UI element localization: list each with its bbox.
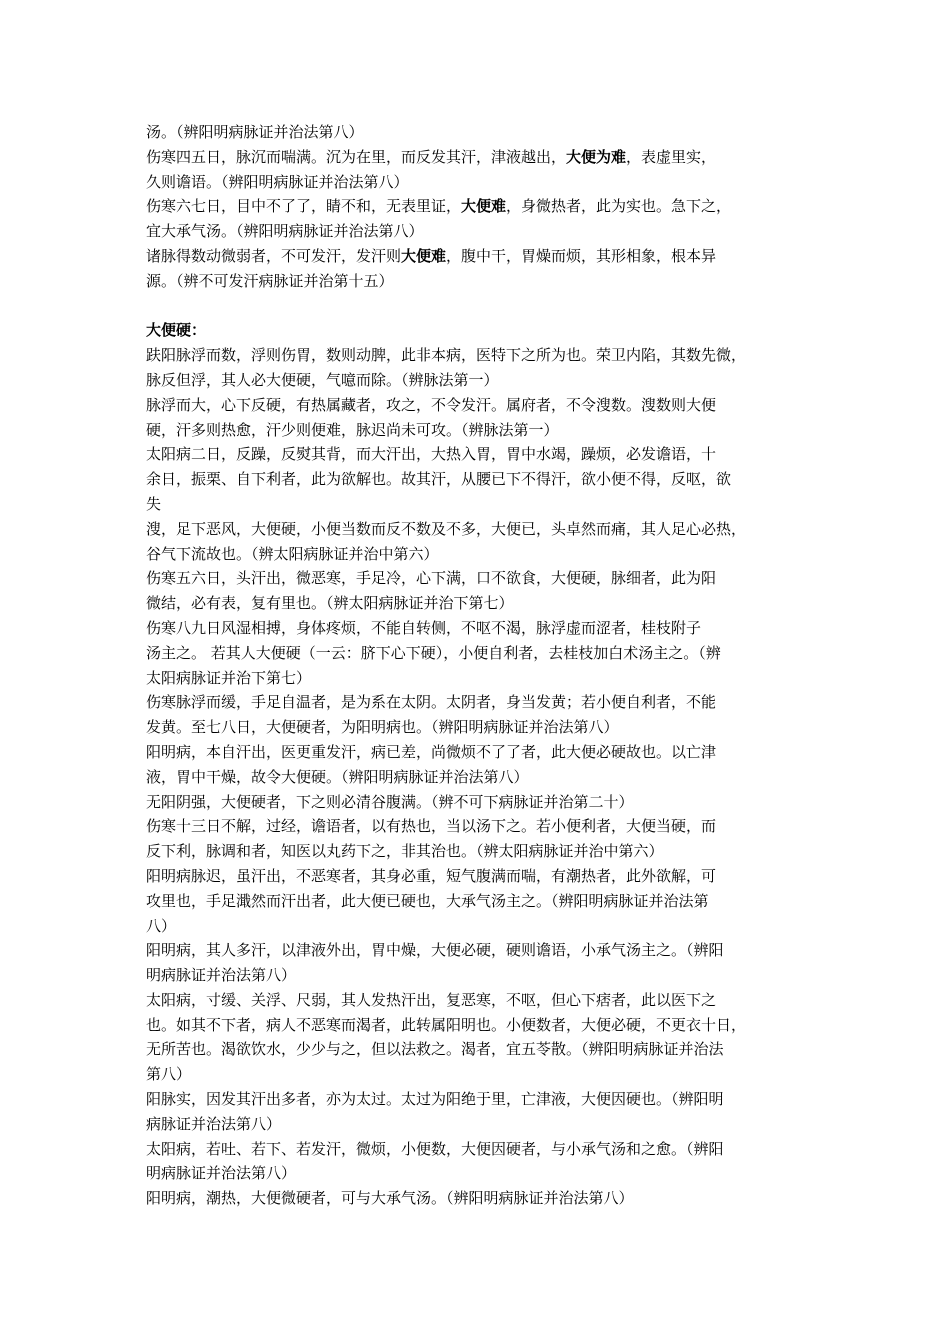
text-line: 反下利，脉调和者，知医以丸药下之，非其治也。（辨太阳病脉证并治中第六） [146,842,664,861]
text-line: 太阳病脉证并治下第七） [146,668,312,687]
text-line: 伤寒六七日，目中不了了，睛不和，无表里证，大便难，身微热者，此为实也。急下之， [146,197,732,216]
text-line: 伤寒脉浮而缓，手足自温者，是为系在太阴。太阴者，身当发黄；若小便自利者，不能 [146,693,717,712]
text-line: 无所苦也。渴欲饮水，少少与之，但以法救之。渴者，宜五苓散。（辨阳明病脉证并治法 [146,1040,724,1059]
text-line: 攻里也，手足濈然而汗出者，此大便已硬也，大承气汤主之。（辨阳明病脉证并治法第 [146,891,709,910]
text-line: 第八） [146,1065,192,1084]
bold-term: 大便难 [461,197,507,216]
text-line: 阳明病，其人多汗，以津液外出，胃中燥，大便必硬，硬则谵语，小承气汤主之。（辨阳 [146,941,724,960]
text-line: 趺阳脉浮而数，浮则伤胃，数则动脾，此非本病，医特下之所为也。荣卫内陷，其数先微， [146,346,747,365]
text-line: 汤主之。 若其人大便硬（一云：脐下心下硬），小便自利者，去桂枝加白术汤主之。（辨 [146,643,721,662]
text-line: 久则谵语。（辨阳明病脉证并治法第八） [146,172,409,191]
text-line: 谷气下流故也。（辨太阳病脉证并治中第六） [146,544,439,563]
text-line: 微结，必有表，复有里也。（辨太阳病脉证并治下第七） [146,594,514,613]
text-line: 太阳病，寸缓、关浮、尺弱，其人发热汗出，复恶寒，不呕，但心下痞者，此以医下之 [146,990,717,1009]
text-line: 失 [146,494,162,513]
text-line: 汤。（辨阳明病脉证并治法第八） [146,123,364,141]
text-line: 八） [146,916,177,935]
text-line: 源。（辨不可发汗病脉证并治第十五） [146,271,394,290]
text-line: 溲，足下恶风，大便硬，小便当数而反不数及不多，大便已，头卓然而痛，其人足心必热， [146,519,747,538]
text-line: 阳明病，本自汗出，医更重发汗，病已差，尚微烦不了了者，此大便必硬故也。以亡津 [146,742,717,761]
bold-term: 大便难 [401,246,447,265]
text-line: 伤寒八九日风湿相搏，身体疼烦，不能自转侧，不呕不渴，脉浮虚而涩者，桂枝附子 [146,618,702,637]
text-line: 发黄。至七八日，大便硬者，为阳明病也。（辨阳明病脉证并治法第八） [146,718,619,737]
bold-term: 大便为难 [566,147,627,166]
document-page [146,120,816,1211]
text-line: 无阳阴强，大便硬者，下之则必清谷腹满。（辨不可下病脉证并治第二十） [146,792,634,811]
blank-line [146,294,816,319]
section-heading: 大便硬： [146,321,207,340]
text-line: 明病脉证并治法第八） [146,966,297,985]
text-line: 伤寒五六日，头汗出，微恶寒，手足冷，心下满，口不欲食，大便硬，脉细者，此为阳 [146,569,717,588]
text-line: 病脉证并治法第八） [146,1114,282,1133]
text-line: 阳明病脉迟，虽汗出，不恶寒者，其身必重，短气腹满而喘，有潮热者，此外欲解，可 [146,866,717,885]
text-line: 伤寒四五日，脉沉而喘满。沉为在里，而反发其汗，津液越出，大便为难，表虚里实， [146,147,717,166]
text-line: 阳脉实，因发其汗出多者，亦为太过。太过为阳绝于里，亡津液，大便因硬也。（辨阳明 [146,1090,724,1109]
text-line: 诸脉得数动微弱者，不可发汗，发汗则大便难，腹中干，胃燥而烦，其形相象，根本异 [146,246,717,265]
text-line: 液，胃中干燥，故令大便硬。（辨阳明病脉证并治法第八） [146,767,529,786]
text-line: 太阳病二日，反躁，反熨其背，而大汗出，大热入胃，胃中水竭，躁烦，必发谵语，十 [146,445,717,464]
text-line: 太阳病，若吐、若下、若发汗，微烦，小便数，大便因硬者，与小承气汤和之愈。（辨阳 [146,1139,724,1158]
text-line: 伤寒十三日不解，过经，谵语者，以有热也，当以汤下之。若小便利者，大便当硬，而 [146,817,717,836]
text-line: 阳明病，潮热，大便微硬者，可与大承气汤。（辨阳明病脉证并治法第八） [146,1189,634,1208]
text-line: 明病脉证并治法第八） [146,1164,297,1183]
text-line: 硬，汗多则热愈，汗少则便难，脉迟尚未可攻。（辨脉法第一） [146,420,559,439]
text-line: 也。如其不下者，病人不恶寒而渴者，此转属阳明也。小便数者，大便必硬，不更衣十日， [146,1015,747,1034]
text-line: 宜大承气汤。（辨阳明病脉证并治法第八） [146,222,424,241]
text-line: 脉浮而大，心下反硬，有热属藏者，攻之，不令发汗。属府者，不令溲数。溲数则大便 [146,395,717,414]
text-line: 余日，振栗、自下利者，此为欲解也。故其汗，从腰已下不得汗，欲小便不得，反呕，欲 [146,470,732,489]
text-line: 脉反但浮，其人必大便硬，气噫而除。（辨脉法第一） [146,370,499,389]
